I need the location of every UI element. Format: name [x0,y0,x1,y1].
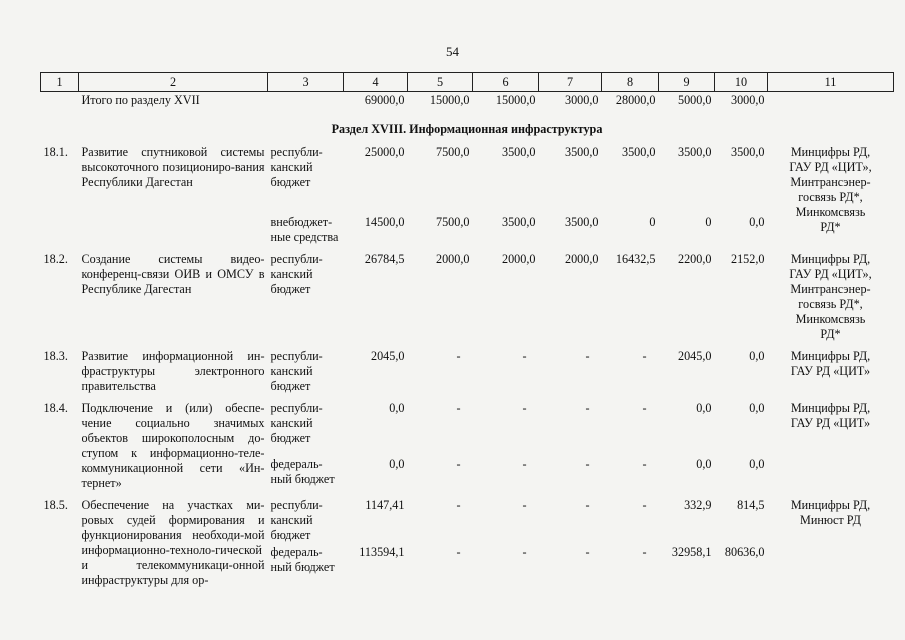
funding-value: 3500,0 [564,215,599,229]
funding-value: 16432,5 [615,252,656,266]
funding-value: - [522,498,527,512]
funding-value: - [522,349,527,363]
row-number: 18.4. [43,401,68,415]
program-row [41,246,894,343]
page-number: 54 [446,44,459,59]
funding-source: внебюджет- ные средства [270,215,339,244]
column-number: 5 [408,73,473,92]
funding-value: 0,0 [749,349,765,363]
subtotal-label: Итого по разделу XVII [81,93,200,107]
funding-value: - [456,349,461,363]
funding-value: 2000,0 [435,252,470,266]
funding-value: 2200,0 [677,252,712,266]
funding-value: 0,0 [389,401,405,415]
funding-value: - [456,498,461,512]
program-row [41,143,894,191]
measure-name: Развитие спутниковой системы высокоточного позициониро-вания Республики Дагестан [81,145,265,189]
program-row [41,492,894,544]
column-number: 9 [659,73,715,92]
column-number: 2 [79,73,268,92]
executor: Минцифры РД, ГАУ РД «ЦИТ» [790,349,871,378]
funding-source: федераль- ный бюджет [270,457,335,486]
funding-value: - [456,401,461,415]
funding-value: 0,0 [749,215,765,229]
measure-name: Развитие информационной ин-фраструктуры электронного правительства [81,349,265,393]
section-title: Раздел XVIII. Информационная инфраструктура [331,122,603,136]
funding-value: 80636,0 [724,545,765,559]
funding-value: 2000,0 [564,252,599,266]
funding-value: 0 [705,215,712,229]
program-row [41,343,894,395]
funding-value: 3500,0 [730,145,765,159]
funding-source: республи- канский бюджет [270,145,323,189]
funding-value: - [642,498,647,512]
executor: Минцифры РД, Минюст РД [790,498,871,527]
subtotal-value: 15000,0 [495,93,536,107]
subtotal-value: 69000,0 [364,93,405,107]
funding-value: 7500,0 [435,215,470,229]
subtotal-value: 3000,0 [564,93,599,107]
funding-value: 332,9 [684,498,712,512]
funding-value: - [585,498,590,512]
row-number: 18.5. [43,498,68,512]
funding-value: 0,0 [696,457,712,471]
funding-value: - [522,545,527,559]
funding-source: республи- канский бюджет [270,498,323,542]
funding-value: 814,5 [737,498,765,512]
measure-name: Обеспечение на участках ми-ровых судей формирования и функционирования необходи-мой информационно-техноло-гической и телекоммуникаци-онной инфраструктуры для ор- [81,498,265,587]
funding-value: 1147,41 [365,498,405,512]
column-number: 7 [539,73,602,92]
row-number: 18.1. [43,145,68,159]
program-table [40,72,894,589]
executor: Минцифры РД, ГАУ РД «ЦИТ», Минтрансэнер- госвязь РД*, Минкомсвязь РД* [789,145,872,234]
funding-value: 0,0 [749,401,765,415]
funding-value: - [585,457,590,471]
subtotal-value: 15000,0 [429,93,470,107]
funding-value: 3500,0 [621,145,656,159]
funding-value: 2152,0 [730,252,765,266]
funding-value: 32958,1 [671,545,712,559]
funding-value: - [522,401,527,415]
program-row [41,395,894,447]
funding-value: 3500,0 [501,145,536,159]
empty-cell [768,92,894,110]
section-row [41,109,894,143]
funding-value: - [642,401,647,415]
funding-value: - [585,401,590,415]
funding-value: - [456,457,461,471]
subtotal-value: 5000,0 [677,93,712,107]
subtotal-value: 28000,0 [615,93,656,107]
funding-value: 0,0 [749,457,765,471]
subtotal-value: 3000,0 [730,93,765,107]
funding-source: республи- канский бюджет [270,401,323,445]
funding-source: республи- канский бюджет [270,252,323,296]
funding-value: - [585,349,590,363]
funding-value: - [585,545,590,559]
funding-value: - [642,545,647,559]
column-number: 11 [768,73,894,92]
measure-name: Подключение и (или) обеспе-чение социально значимых объектов широкополосным до-ступом к информационно-теле-коммуникационной сети «Ин-тернет» [81,401,265,490]
column-number: 3 [268,73,344,92]
row-number: 18.3. [43,349,68,363]
funding-value: 0,0 [696,401,712,415]
funding-value: - [456,545,461,559]
funding-value: 3500,0 [501,215,536,229]
column-number: 6 [473,73,539,92]
column-number: 10 [715,73,768,92]
funding-value: 14500,0 [364,215,405,229]
funding-value: - [642,457,647,471]
executor: Минцифры РД, ГАУ РД «ЦИТ», Минтрансэнер- госвязь РД*, Минкомсвязь РД* [789,252,872,341]
funding-value: 25000,0 [364,145,405,159]
funding-value: 26784,5 [364,252,405,266]
row-number: 18.2. [43,252,68,266]
column-number: 4 [344,73,408,92]
funding-value: - [642,349,647,363]
funding-value: 2000,0 [501,252,536,266]
column-numbers-row [41,73,894,92]
funding-value: 2045,0 [677,349,712,363]
measure-name: Создание системы видео-конференц-связи ОИВ и ОМСУ в Республике Дагестан [81,252,265,296]
funding-value: 0,0 [389,457,405,471]
funding-source: республи- канский бюджет [270,349,323,393]
funding-value: 3500,0 [564,145,599,159]
executor: Минцифры РД, ГАУ РД «ЦИТ» [790,401,871,430]
funding-value: 2045,0 [370,349,405,363]
column-number: 8 [602,73,659,92]
subtotal-row [41,92,894,110]
funding-value: 113594,1 [359,545,405,559]
empty-cell [41,92,79,110]
funding-value: 3500,0 [677,145,712,159]
funding-value: 7500,0 [435,145,470,159]
funding-value: - [522,457,527,471]
funding-value: 0 [649,215,656,229]
column-number: 1 [41,73,79,92]
funding-source: федераль- ный бюджет [270,545,335,574]
